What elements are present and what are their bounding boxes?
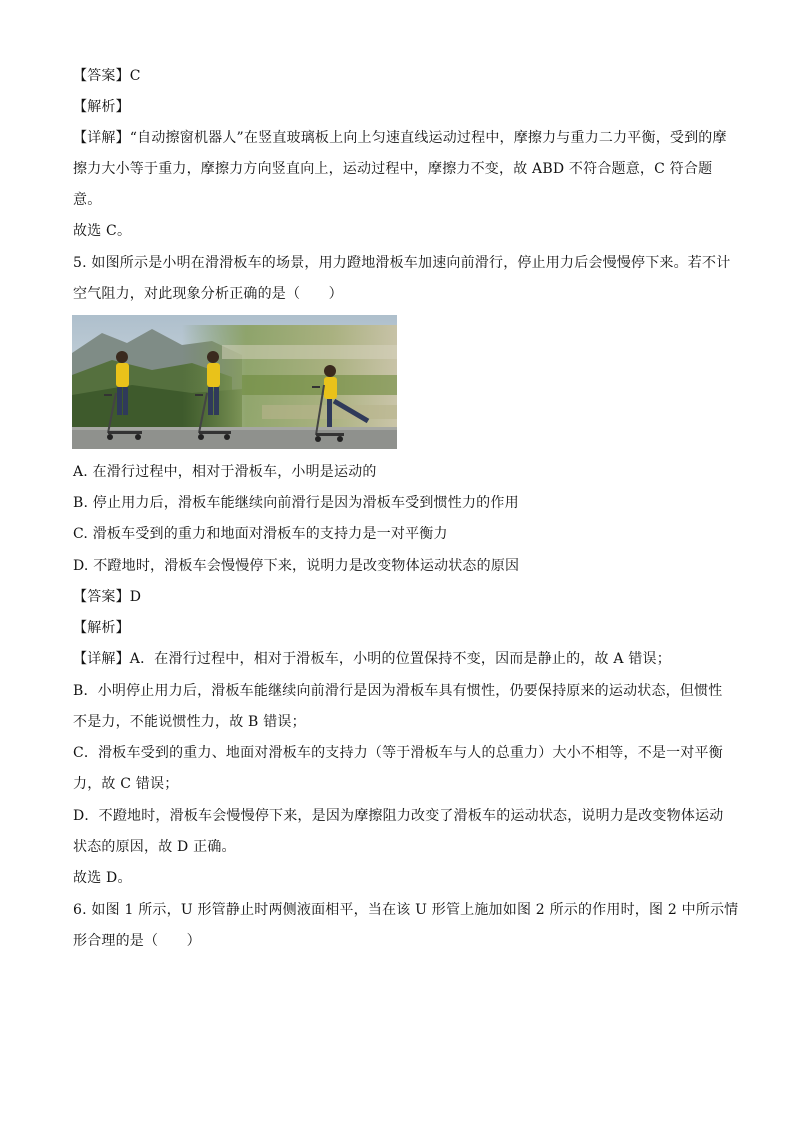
q5-stem-line-1: 5. 如图所示是小明在滑滑板车的场景，用力蹬地滑板车加速向前滑行，停止用力后会慢慢停下来。若不计 — [73, 255, 731, 271]
q5-option-a: A. 在滑行过程中，相对于滑板车，小明是运动的 — [73, 464, 377, 480]
q4-answer: 【答案】C — [73, 68, 141, 84]
q5-detail-line-4: C．滑板车受到的重力、地面对滑板车的支持力（等于滑板车与人的总重力）大小不相等，不是一对平衡 — [73, 745, 723, 761]
q5-option-d: D. 不蹬地时，滑板车会慢慢停下来，说明力是改变物体运动状态的原因 — [73, 558, 520, 574]
q5-analysis-label: 【解析】 — [73, 620, 130, 636]
q6-stem-line-1: 6. 如图 1 所示，U 形管静止时两侧液面相平，当在该 U 形管上施加如图 2 所示的作用时，图 2 中所示情 — [73, 902, 739, 918]
q5-detail-line-2: B．小明停止用力后，滑板车能继续向前滑行是因为滑板车具有惯性，仍要保持原来的运动状态，但惯性 — [73, 683, 723, 699]
q4-detail-line-1: 【详解】“自动擦窗机器人”在竖直玻璃板上向上匀速直线运动过程中，摩擦力与重力二力平衡，受到的摩 — [73, 130, 727, 146]
q5-answer: 【答案】D — [73, 589, 142, 605]
q5-detail-line-5: 力，故 C 错误； — [73, 776, 179, 792]
q4-detail-line-2: 擦力大小等于重力，摩擦力方向竖直向上，运动过程中，摩擦力不变，故 ABD 不符合题意，C 符合题 — [73, 161, 713, 177]
q5-detail-line-3: 不是力，不能说惯性力，故 B 错误； — [73, 714, 306, 730]
q5-option-b: B. 停止用力后，滑板车能继续向前滑行是因为滑板车受到惯性力的作用 — [73, 495, 519, 511]
q5-stem-line-2: 空气阻力，对此现象分析正确的是（ ） — [73, 286, 343, 302]
q5-detail-line-6: D．不蹬地时，滑板车会慢慢停下来，是因为摩擦阻力改变了滑板车的运动状态，说明力是改变物体运动 — [73, 808, 724, 824]
q4-choose: 故选 C。 — [73, 223, 132, 239]
q5-detail-line-7: 状态的原因，故 D 正确。 — [73, 839, 236, 855]
q6-stem-line-2: 形合理的是（ ） — [73, 933, 201, 949]
scooter-illustration — [72, 315, 397, 449]
q4-analysis-label: 【解析】 — [73, 99, 130, 115]
scooter-photo — [72, 315, 397, 449]
q4-detail-line-3: 意。 — [73, 192, 102, 208]
q5-option-c: C. 滑板车受到的重力和地面对滑板车的支持力是一对平衡力 — [73, 526, 448, 542]
q5-detail-line-1: 【详解】A．在滑行过程中，相对于滑板车，小明的位置保持不变，因而是静止的，故 A 错误； — [73, 651, 671, 667]
q5-choose: 故选 D。 — [73, 870, 132, 886]
